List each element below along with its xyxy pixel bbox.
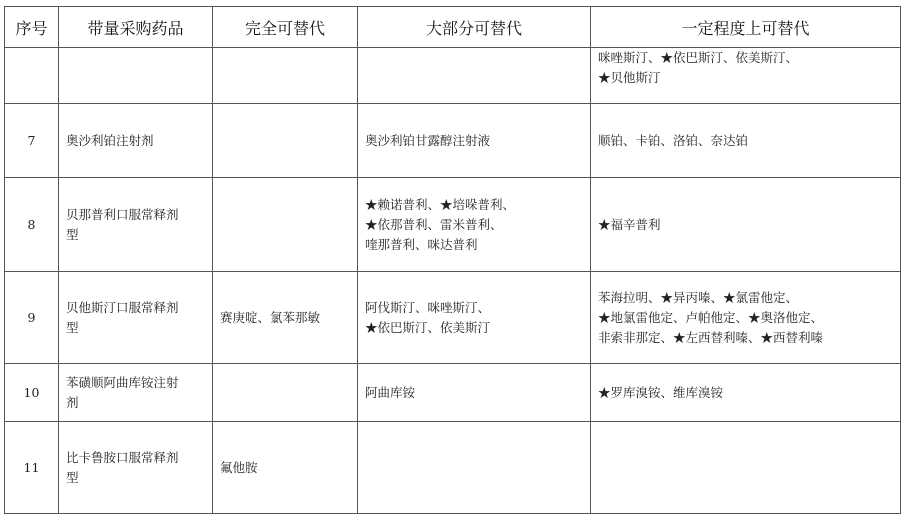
row-partial (591, 422, 901, 514)
cell-line: ★贝他斯汀 (598, 70, 661, 85)
table-row (5, 272, 901, 364)
row-most (358, 178, 591, 272)
header-mostly-replaceable: 大部分可替代 (358, 7, 591, 48)
table-row (5, 422, 901, 514)
table-header-row (5, 7, 901, 48)
cell-line: ★罗库溴铵、维库溴铵 (598, 384, 724, 400)
row-full (213, 422, 358, 514)
cell-line: ★依巴斯汀、依美斯汀 (365, 319, 491, 335)
cell-line: 喹那普利、咪达普利 (365, 236, 478, 252)
row-index: 9 (5, 272, 59, 364)
row-full (213, 104, 358, 178)
cell-line: 非索非那定、★左西替利嗪、★西替利嗪 (598, 329, 824, 345)
row-drug (59, 364, 213, 422)
row-index (5, 48, 59, 104)
table-row (5, 364, 901, 422)
header-partially-replaceable: 一定程度上可替代 (591, 7, 901, 48)
cell-line: 阿曲库铵 (365, 384, 416, 400)
cell-line: 苯海拉明、★异丙嗪、★氯雷他定、 (598, 289, 799, 305)
table-row (5, 48, 901, 104)
cell-line: 氟他胺 (220, 459, 258, 475)
row-drug (59, 422, 213, 514)
row-most (358, 272, 591, 364)
cell-line: 奥沙利铂甘露醇注射液 (365, 132, 491, 148)
row-index: 11 (5, 422, 59, 514)
row-index: 8 (5, 178, 59, 272)
row-partial (591, 48, 901, 104)
row-full (213, 178, 358, 272)
cell-line: 型 (66, 469, 79, 485)
row-index: 10 (5, 364, 59, 422)
cell-line: 顺铂、卡铂、洛铂、奈达铂 (598, 132, 749, 148)
cell-line: ★赖诺普利、★培哚普利、 (365, 196, 516, 212)
row-drug (59, 272, 213, 364)
cell-line: 奥沙利铂注射剂 (66, 132, 154, 148)
row-partial (591, 104, 901, 178)
row-drug (59, 178, 213, 272)
cell-line: ★福辛普利 (598, 216, 661, 232)
cell-line: ★依那普利、雷米普利、 (365, 216, 503, 232)
table-row (5, 178, 901, 272)
row-drug (59, 104, 213, 178)
row-full (213, 48, 358, 104)
header-fully-replaceable: 完全可替代 (213, 7, 358, 48)
row-most (358, 422, 591, 514)
cell-line: ★地氯雷他定、卢帕他定、★奥洛他定、 (598, 309, 824, 325)
row-most (358, 48, 591, 104)
row-full (213, 364, 358, 422)
cell-line: 贝那普利口服常释剂 (66, 206, 179, 222)
drug-substitution-table-container (4, 6, 901, 514)
cell-line: 赛庚啶、氯苯那敏 (220, 309, 321, 325)
row-partial (591, 364, 901, 422)
row-full (213, 272, 358, 364)
row-partial (591, 178, 901, 272)
row-partial (591, 272, 901, 364)
cell-line: 苯磺顺阿曲库铵注射 (66, 374, 179, 390)
header-procured-drug: 带量采购药品 (59, 7, 213, 48)
cell-line: 型 (66, 226, 79, 242)
row-most (358, 364, 591, 422)
row-drug (59, 48, 213, 104)
row-index: 7 (5, 104, 59, 178)
cell-line: 比卡鲁胺口服常释剂 (66, 449, 179, 465)
cell-line: 阿伐斯汀、咪唑斯汀、 (365, 299, 491, 315)
cell-line: 型 (66, 319, 79, 335)
row-most (358, 104, 591, 178)
cell-line: 咪唑斯汀、★依巴斯汀、依美斯汀、 (598, 50, 799, 65)
drug-substitution-table (4, 6, 901, 514)
header-index: 序号 (5, 7, 59, 48)
cell-line: 贝他斯汀口服常释剂 (66, 299, 179, 315)
table-row (5, 104, 901, 178)
cell-line: 剂 (66, 394, 79, 410)
